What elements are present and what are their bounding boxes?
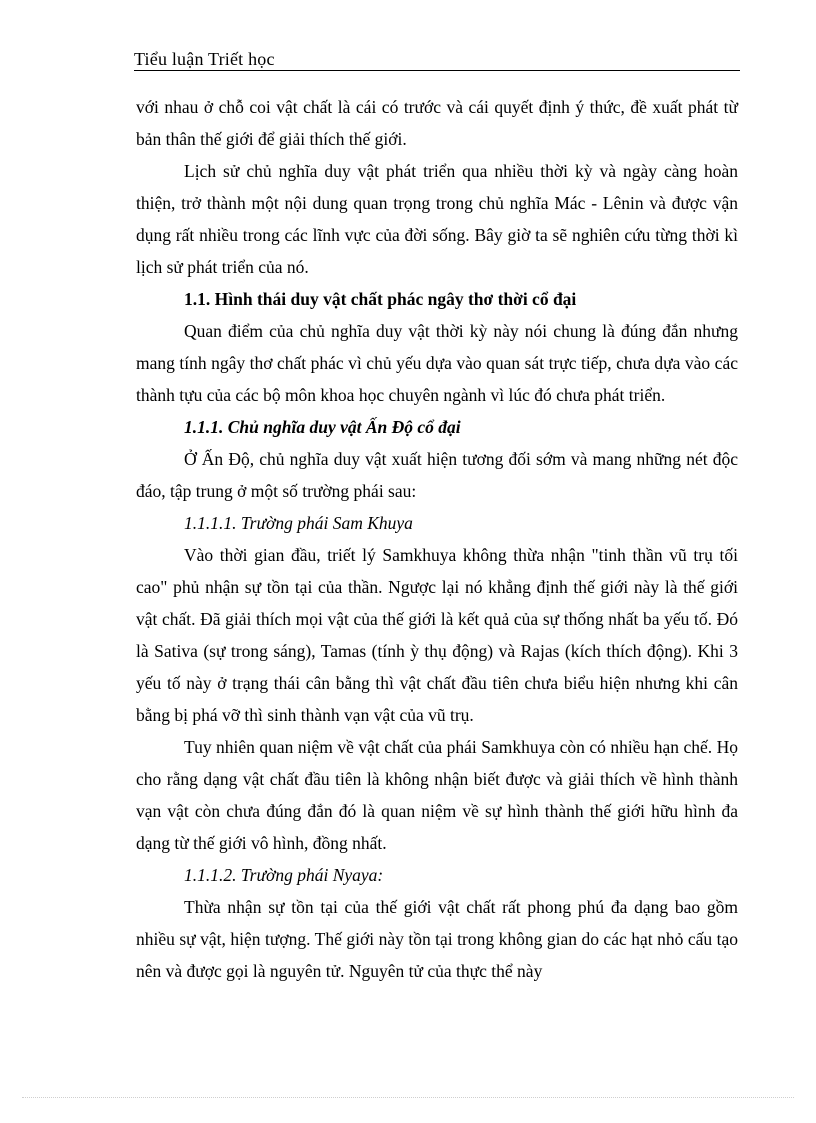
running-header: Tiểu luận Triết học — [134, 49, 275, 69]
subsubsection-heading-samkhuya: 1.1.1.1. Trường phái Sam Khuya — [184, 513, 413, 533]
subsection-heading-1-1-1: 1.1.1. Chủ nghĩa duy vật Ấn Độ cổ đại — [184, 417, 461, 437]
paragraph-india-intro: Ở Ấn Độ, chủ nghĩa duy vật xuất hiện tương đối sớm và mang những nét độc đáo, tập trung ở một số trường phái sau: — [136, 449, 738, 501]
paragraph-nyaya: Thừa nhận sự tồn tại của thế giới vật chất rất phong phú đa dạng bao gồm nhiều sự vật, hiện tượng. Thế giới này tồn tại trong không gian do các hạt nhỏ cấu tạo nên và được gọi là nguyên tử. Nguyên tử của thực thể này — [136, 897, 738, 981]
paragraph-continuation: với nhau ở chỗ coi vật chất là cái có trước và cái quyết định ý thức, đề xuất phát từ bản thân thế giới để giải thích thế giới. — [136, 97, 738, 149]
header-divider — [134, 70, 740, 71]
document-body — [136, 91, 738, 987]
page-bottom-border — [22, 1097, 794, 1098]
section-heading-1-1: 1.1. Hình thái duy vật chất phác ngây thơ thời cổ đại — [184, 289, 577, 309]
paragraph-history: Lịch sử chủ nghĩa duy vật phát triển qua nhiều thời kỳ và ngày càng hoàn thiện, trở thành một nội dung quan trọng trong chủ nghĩa Mác - Lênin và được vận dụng rất nhiều trong các lĩnh vực của đời sống. Bây giờ ta sẽ nghiên cứu từng thời kì lịch sử phát triển của nó. — [136, 161, 738, 277]
paragraph-ancient-view: Quan điểm của chủ nghĩa duy vật thời kỳ này nói chung là đúng đắn nhưng mang tính ngây thơ chất phác vì chủ yếu dựa vào quan sát trực tiếp, chưa dựa vào các thành tựu của các bộ môn khoa học chuyên ngành vì lúc đó chưa phát triển. — [136, 321, 738, 405]
paragraph-samkhuya: Vào thời gian đầu, triết lý Samkhuya không thừa nhận "tinh thần vũ trụ tối cao" phủ nhận sự tồn tại của thần. Ngược lại nó khẳng định thế giới này là thế giới vật chất. Đã giải thích mọi vật của thế giới là kết quả của sự thống nhất ba yếu tố. Đó là Sativa (sự trong sáng), Tamas (tính ỳ thụ động) và Rajas (kích thích động). Khi 3 yếu tố này ở trạng thái cân bằng thì vật chất đầu tiên chưa biểu hiện nhưng khi cân bằng bị phá vỡ thì sinh thành vạn vật của vũ trụ. — [136, 545, 738, 725]
paragraph-samkhuya-limits: Tuy nhiên quan niệm về vật chất của phái Samkhuya còn có nhiều hạn chế. Họ cho rằng dạng vật chất đầu tiên là không nhận biết được và giải thích về hình thành vạn vật còn chưa đúng đắn đó là quan niệm về sự hình thành thế giới hữu hình đa dạng từ thế giới vô hình, đồng nhất. — [136, 737, 738, 853]
subsubsection-heading-nyaya: 1.1.1.2. Trường phái Nyaya: — [184, 865, 384, 885]
